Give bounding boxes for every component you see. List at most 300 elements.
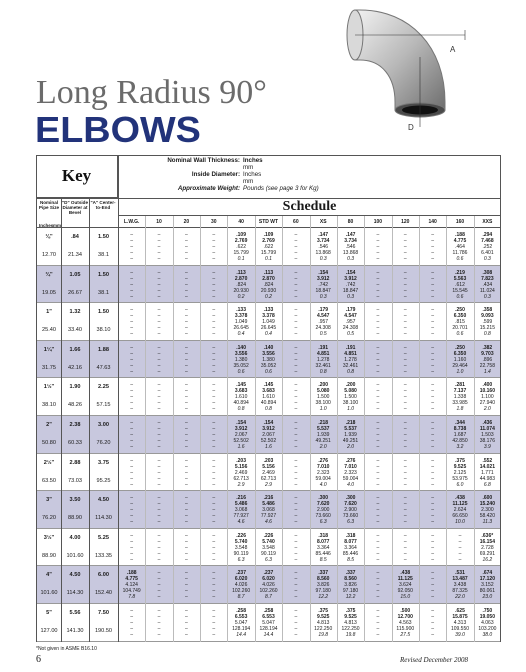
- cell-value: 11.024: [479, 287, 495, 294]
- schedule-cell: [446, 382, 473, 412]
- empty-dash: –: [403, 238, 407, 244]
- empty-dash: –: [403, 281, 407, 288]
- empty-dash: –: [376, 608, 380, 614]
- column-header: XS: [310, 216, 337, 228]
- column-header: 60: [282, 216, 309, 228]
- empty-dash: –: [376, 570, 380, 577]
- empty-dash: –: [157, 582, 161, 589]
- cell-value: 2.323: [344, 469, 357, 476]
- schedule-cell: [255, 270, 282, 300]
- schedule-cell: [337, 382, 364, 412]
- empty-dash: –: [403, 269, 407, 276]
- empty-dash: –: [294, 293, 298, 300]
- row-nps-inches: 4": [46, 572, 52, 579]
- cell-value: .133: [263, 307, 274, 314]
- cell-value: 1.049: [262, 319, 275, 326]
- empty-dash: –: [185, 620, 188, 626]
- cell-value: 97.180: [342, 588, 359, 595]
- empty-dash: –: [157, 608, 161, 614]
- empty-dash: –: [185, 275, 188, 282]
- empty-dash: –: [294, 356, 298, 363]
- empty-dash: –: [157, 475, 161, 482]
- cell-value: 59.004: [315, 475, 331, 482]
- cell-value: .109: [263, 232, 274, 238]
- cell-value: 0.3: [347, 293, 355, 300]
- empty-dash: –: [157, 362, 161, 369]
- empty-dash: –: [403, 556, 407, 563]
- empty-dash: –: [157, 614, 161, 620]
- cell-value: 12.2: [318, 594, 329, 601]
- column-header: XXS: [474, 216, 501, 228]
- cell-value: 1.0: [456, 368, 464, 375]
- row-od-mm: 21.34: [68, 252, 82, 258]
- schedule-cell: [310, 382, 337, 412]
- empty-dash: –: [431, 281, 435, 288]
- row-cte-inches: 5.25: [98, 534, 109, 541]
- cell-value: 11.3: [482, 519, 493, 526]
- empty-dash: –: [185, 457, 188, 464]
- cell-value: .276: [318, 457, 329, 464]
- cell-value: 52.502: [233, 438, 249, 444]
- empty-dash: –: [376, 325, 380, 332]
- cell-value: 2.469: [234, 469, 248, 476]
- cell-value: 26.645: [260, 325, 277, 332]
- cell-value: .896: [482, 356, 493, 363]
- schedule-cell: [145, 458, 172, 488]
- cell-value: 0.6: [456, 256, 464, 262]
- empty-dash: –: [212, 238, 216, 244]
- empty-dash: –: [157, 275, 161, 282]
- row-od-inches: 2.38: [69, 422, 81, 428]
- empty-dash: –: [185, 519, 188, 526]
- cell-value: .200: [318, 382, 329, 389]
- empty-dash: –: [130, 501, 134, 508]
- empty-dash: –: [130, 463, 134, 470]
- empty-dash: –: [294, 331, 298, 338]
- empty-dash: –: [212, 362, 216, 369]
- schedule-cell: [145, 533, 172, 563]
- row-od-mm: 33.40: [68, 327, 82, 334]
- cell-value: 3.438: [453, 582, 467, 589]
- schedule-cell: [364, 570, 391, 600]
- schedule-cell: [474, 382, 501, 412]
- column-header: 30: [200, 216, 227, 228]
- cell-value: .318: [345, 532, 356, 539]
- empty-dash: –: [185, 313, 188, 320]
- empty-dash: –: [212, 319, 216, 326]
- empty-dash: –: [157, 481, 161, 488]
- cell-value: 11.125: [452, 501, 468, 508]
- cell-value: 8.560: [344, 576, 357, 583]
- row-cte-mm: 76.20: [96, 440, 111, 446]
- schedule-cell: [474, 270, 501, 300]
- empty-dash: –: [376, 232, 380, 238]
- empty-dash: –: [294, 256, 298, 262]
- empty-dash: –: [376, 426, 380, 432]
- row-nps-mm: 127.00: [40, 628, 58, 634]
- empty-dash: –: [185, 532, 188, 539]
- cell-value: 14.4: [263, 632, 274, 638]
- empty-dash: –: [212, 538, 216, 545]
- row-cte-inches: 1.50: [98, 271, 109, 278]
- empty-dash: –: [294, 438, 298, 444]
- cell-value: 20.930: [233, 287, 249, 294]
- cell-value: 0.5: [347, 331, 355, 338]
- row-cte-mm: 114.30: [95, 515, 112, 522]
- grid-line: [227, 216, 228, 642]
- grid-line: [200, 216, 201, 642]
- cell-value: .145: [263, 382, 274, 389]
- empty-dash: –: [294, 588, 298, 595]
- empty-dash: –: [376, 362, 380, 369]
- cell-value: 0.8: [347, 368, 355, 375]
- empty-dash: –: [157, 250, 161, 256]
- schedule-cell: [200, 608, 227, 638]
- title-line-1: Long Radius 90°: [36, 74, 267, 111]
- empty-dash: –: [431, 256, 435, 262]
- schedule-cell: [118, 533, 145, 563]
- cell-value: 1.771: [481, 469, 494, 476]
- cell-value: .179: [345, 307, 356, 314]
- empty-dash: –: [185, 475, 188, 482]
- empty-dash: –: [130, 275, 134, 282]
- empty-dash: –: [294, 469, 298, 476]
- cell-value: 49.251: [315, 438, 331, 444]
- cell-value: .438: [400, 570, 411, 577]
- schedule-cell: [419, 570, 446, 600]
- empty-dash: –: [431, 331, 435, 338]
- empty-dash: –: [157, 256, 161, 262]
- empty-dash: –: [212, 570, 216, 577]
- cell-value: .436: [482, 420, 493, 426]
- empty-dash: –: [212, 481, 216, 488]
- cell-value: 4.775: [125, 576, 138, 583]
- empty-dash: –: [403, 344, 407, 351]
- row-cte-inches: 7.50: [98, 610, 109, 616]
- empty-dash: –: [157, 495, 161, 502]
- empty-dash: –: [212, 632, 216, 638]
- schedule-cell: [173, 608, 200, 638]
- empty-dash: –: [294, 232, 298, 238]
- empty-dash: –: [130, 394, 134, 401]
- row-nps-mm: 38.10: [42, 402, 56, 409]
- empty-dash: –: [157, 538, 161, 545]
- schedule-cell: [310, 420, 337, 450]
- cell-value: 0.6: [265, 368, 272, 375]
- cell-value: 5.047: [234, 620, 248, 626]
- schedule-cell: [282, 382, 309, 412]
- empty-dash: –: [130, 608, 134, 614]
- cell-value: 4.026: [234, 582, 248, 589]
- cell-value: 35.052: [233, 362, 249, 369]
- empty-dash: –: [212, 432, 216, 438]
- empty-dash: –: [294, 319, 298, 326]
- cell-value: 3.683: [234, 388, 248, 395]
- cell-value: 0.8: [237, 406, 245, 413]
- schedule-cell: [118, 270, 145, 300]
- empty-dash: –: [431, 394, 435, 401]
- empty-dash: –: [294, 519, 298, 526]
- empty-dash: –: [212, 244, 216, 250]
- empty-dash: –: [212, 438, 216, 444]
- empty-dash: –: [130, 325, 134, 332]
- schedule-cell: [200, 270, 227, 300]
- empty-dash: –: [294, 475, 298, 482]
- schedule-cell: [364, 345, 391, 375]
- empty-dash: –: [403, 438, 407, 444]
- empty-dash: –: [403, 432, 407, 438]
- empty-dash: –: [130, 495, 134, 502]
- cell-value: .237: [263, 570, 274, 577]
- cell-value: 3.548: [234, 544, 248, 551]
- empty-dash: –: [185, 426, 188, 432]
- schedule-cell: [446, 533, 473, 563]
- empty-dash: –: [185, 594, 188, 601]
- column-header: L.W.G.: [118, 216, 145, 228]
- empty-dash: –: [130, 420, 134, 426]
- cell-value: 85.446: [342, 550, 359, 557]
- schedule-cell: [118, 232, 145, 262]
- empty-dash: –: [403, 495, 407, 502]
- schedule-cell: [310, 533, 337, 563]
- grid-line: [337, 216, 338, 642]
- empty-dash: –: [403, 394, 407, 401]
- cell-value: 0.6: [456, 331, 464, 338]
- nominal-label: Approximate Weight:: [177, 185, 240, 192]
- empty-dash: –: [185, 438, 188, 444]
- empty-dash: –: [431, 620, 435, 626]
- empty-dash: –: [130, 250, 134, 256]
- cell-value: 2.769: [262, 238, 275, 244]
- schedule-cell: [173, 345, 200, 375]
- empty-dash: –: [185, 626, 188, 632]
- empty-dash: –: [431, 475, 435, 482]
- schedule-cell: [255, 382, 282, 412]
- cell-value: .957: [318, 319, 329, 326]
- cell-value: .203: [263, 457, 274, 464]
- schedule-cell: [419, 307, 446, 337]
- empty-dash: –: [212, 350, 216, 357]
- empty-dash: –: [403, 481, 407, 488]
- cell-value: .216: [263, 495, 274, 502]
- nominal-labels: [120, 157, 240, 192]
- row-cte-mm: 95.25: [96, 477, 111, 484]
- cell-value: 69.291: [479, 550, 495, 557]
- row-cte-inches: 4.50: [98, 497, 109, 504]
- cell-value: 102.260: [232, 588, 251, 595]
- row-cte-mm: 133.35: [94, 552, 113, 559]
- empty-dash: –: [376, 519, 380, 526]
- cell-value: 4.851: [344, 350, 357, 357]
- empty-dash: –: [431, 362, 435, 369]
- cell-value: 4.547: [316, 313, 330, 320]
- empty-dash: –: [157, 626, 161, 632]
- schedule-cell: [282, 420, 309, 450]
- empty-dash: –: [130, 426, 134, 432]
- schedule-cell: [227, 608, 254, 638]
- empty-dash: –: [130, 481, 134, 488]
- nominal-value: Pounds (see page 3 for Kg): [243, 185, 319, 192]
- empty-dash: –: [185, 362, 188, 369]
- cell-value: 1.100: [481, 394, 494, 401]
- empty-dash: –: [403, 544, 407, 551]
- schedule-cell: [255, 570, 282, 600]
- cell-value: 15.799: [260, 250, 277, 256]
- empty-dash: –: [376, 507, 380, 514]
- cell-value: 6.020: [234, 576, 248, 583]
- cell-value: 8.077: [316, 538, 330, 545]
- empty-dash: –: [403, 420, 407, 426]
- cell-value: 103.200: [478, 626, 497, 632]
- cell-value: 2.0: [319, 444, 327, 450]
- schedule-cell: [200, 307, 227, 337]
- column-header: 100: [364, 216, 391, 228]
- empty-dash: –: [294, 608, 298, 614]
- schedule-cell: [310, 232, 337, 262]
- cell-value: 3.9: [483, 444, 491, 450]
- cell-value: 3.364: [344, 544, 357, 551]
- row-od-inches: 1.66: [69, 346, 81, 353]
- empty-dash: –: [294, 550, 298, 557]
- empty-dash: –: [185, 406, 188, 413]
- empty-dash: –: [212, 232, 216, 238]
- schedule-cell: [446, 420, 473, 450]
- empty-dash: –: [431, 426, 435, 432]
- schedule-cell: [227, 420, 254, 450]
- empty-dash: –: [185, 256, 188, 262]
- empty-dash: –: [294, 281, 298, 288]
- nominal-label: Inside Diameter:: [191, 171, 240, 178]
- empty-dash: –: [458, 550, 462, 557]
- empty-dash: –: [130, 307, 134, 314]
- schedule-cell: [446, 270, 473, 300]
- cell-value: 14.021: [479, 463, 495, 470]
- cell-value: 80.061: [479, 588, 495, 595]
- schedule-cell: [337, 608, 364, 638]
- empty-dash: –: [376, 394, 380, 401]
- row-od-inches: 1.90: [69, 384, 81, 391]
- cell-value: .218: [318, 420, 329, 426]
- row-od-mm: 73.03: [68, 477, 82, 484]
- empty-dash: –: [185, 394, 188, 401]
- column-header: 120: [392, 216, 419, 228]
- row-nps-inches: 1": [46, 309, 52, 316]
- cell-value: 24.308: [342, 325, 359, 332]
- cell-value: 11.074: [479, 426, 495, 432]
- empty-dash: –: [376, 475, 380, 482]
- row-cte-inches: 1.88: [98, 346, 109, 353]
- schedule-cell: [173, 495, 200, 525]
- empty-dash: –: [294, 556, 298, 563]
- nps-header: Nominal Pipe Size: [38, 200, 60, 210]
- empty-dash: –: [185, 513, 188, 520]
- cell-value: 109.550: [450, 626, 470, 632]
- empty-dash: –: [130, 356, 134, 363]
- empty-dash: –: [185, 287, 188, 294]
- schedule-cell: [255, 495, 282, 525]
- cell-value: 4.813: [344, 620, 357, 626]
- empty-dash: –: [212, 406, 216, 413]
- cell-value: 4.6: [237, 519, 245, 526]
- empty-dash: –: [157, 319, 161, 326]
- cell-value: 6.350: [453, 313, 467, 320]
- cell-value: 115.900: [396, 626, 415, 632]
- empty-dash: –: [431, 588, 435, 595]
- empty-dash: –: [185, 582, 188, 589]
- row-od-inches: 4.00: [69, 534, 81, 541]
- grid-line: [145, 216, 146, 642]
- empty-dash: –: [376, 244, 380, 250]
- row-cte-mm: 190.50: [94, 628, 113, 634]
- empty-dash: –: [212, 544, 216, 551]
- empty-dash: –: [431, 406, 435, 413]
- schedule-cell: [145, 382, 172, 412]
- empty-dash: –: [185, 463, 188, 470]
- empty-dash: –: [376, 287, 380, 294]
- empty-dash: –: [376, 438, 380, 444]
- empty-dash: –: [376, 538, 380, 545]
- empty-dash: –: [130, 507, 134, 514]
- schedule-cell: [392, 232, 419, 262]
- empty-dash: –: [130, 232, 134, 238]
- empty-dash: –: [157, 307, 161, 314]
- row-cte-inches: 6.00: [98, 572, 109, 579]
- empty-dash: –: [157, 368, 161, 375]
- schedule-cell: [446, 570, 473, 600]
- cell-value: .546: [318, 244, 329, 250]
- empty-dash: –: [376, 344, 380, 351]
- empty-dash: –: [130, 532, 134, 539]
- empty-dash: –: [376, 532, 380, 539]
- row-cte-mm: 38.10: [96, 327, 111, 334]
- cell-value: 2.067: [262, 432, 275, 438]
- schedule-cell: [200, 495, 227, 525]
- empty-dash: –: [403, 550, 407, 557]
- empty-dash: –: [185, 570, 188, 577]
- schedule-cell: [173, 570, 200, 600]
- empty-dash: –: [403, 507, 407, 514]
- cell-value: 0.4: [265, 331, 272, 338]
- empty-dash: –: [376, 550, 380, 557]
- empty-dash: –: [157, 444, 161, 450]
- row-nps-mm: 31.75: [42, 364, 56, 371]
- cell-value: .337: [345, 570, 356, 577]
- empty-dash: –: [157, 594, 161, 601]
- empty-dash: –: [403, 319, 407, 326]
- empty-dash: –: [376, 513, 380, 520]
- empty-dash: –: [376, 281, 380, 288]
- empty-dash: –: [403, 287, 407, 294]
- empty-dash: –: [294, 313, 298, 320]
- empty-dash: –: [185, 232, 188, 238]
- nominal-label: [120, 164, 240, 171]
- empty-dash: –: [212, 513, 216, 520]
- empty-dash: –: [212, 475, 216, 482]
- cell-value: 32.461: [342, 362, 359, 369]
- cell-value: 6.3: [347, 519, 355, 526]
- schedule-cell: [282, 570, 309, 600]
- empty-dash: –: [431, 538, 435, 545]
- cell-value: 15.875: [452, 614, 468, 620]
- empty-dash: –: [157, 432, 161, 438]
- cell-value: .824: [236, 281, 246, 288]
- row-nps-mm: 25.40: [42, 327, 56, 334]
- column-header: 40: [227, 216, 254, 228]
- cell-value: .382: [482, 344, 493, 351]
- empty-dash: –: [185, 344, 188, 351]
- empty-dash: –: [403, 538, 407, 545]
- schedule-cell: [446, 458, 473, 488]
